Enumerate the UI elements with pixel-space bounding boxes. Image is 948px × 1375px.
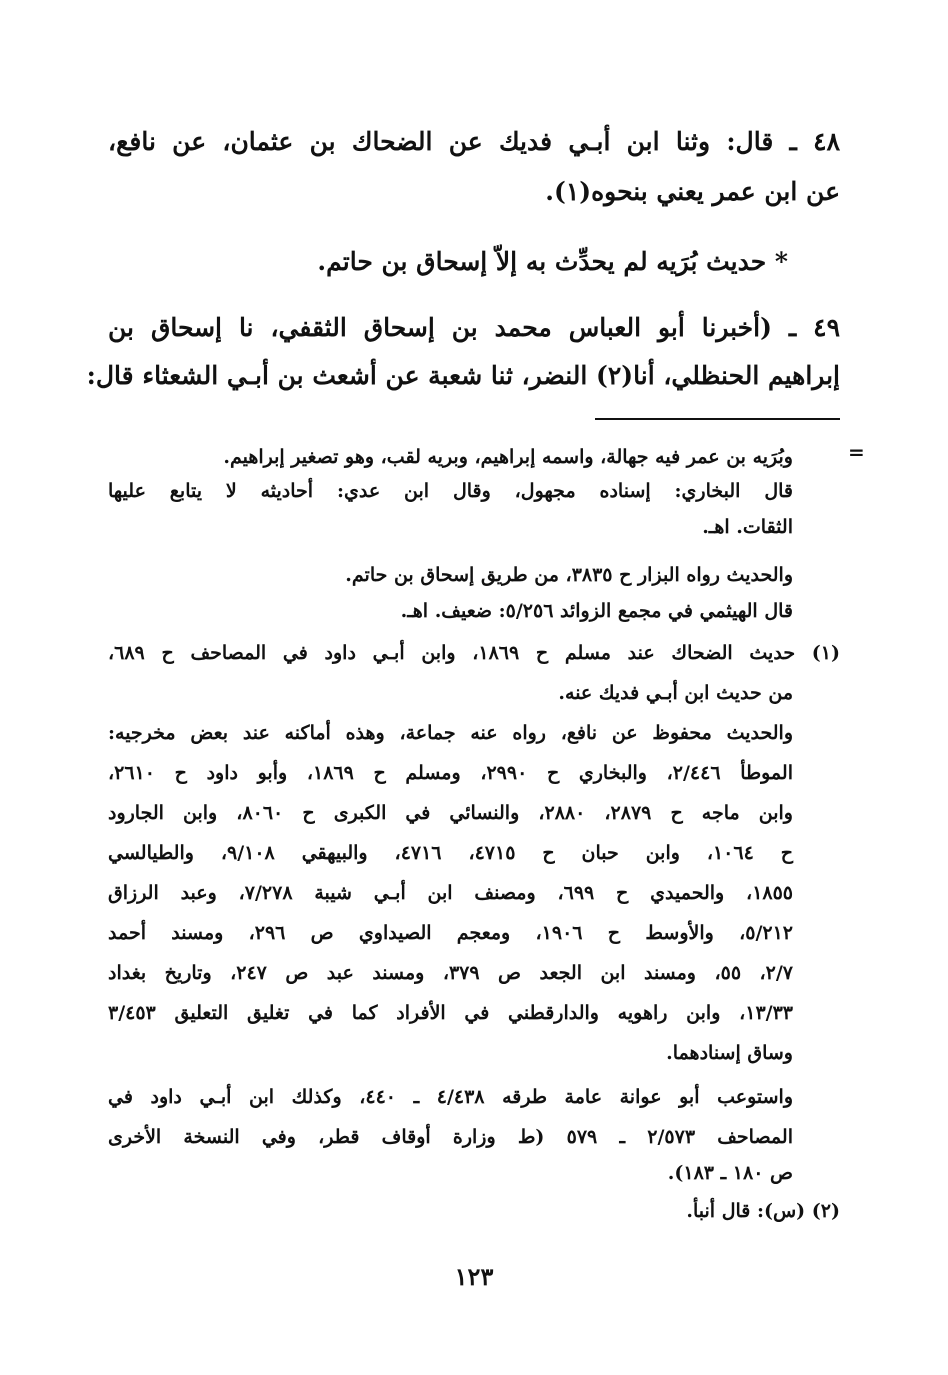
footnote-line: ١٣/٣٣، وابن راهويه والدارقطني في الأفراد كما في تغليق التعليق ٣/٤٥٣ xyxy=(108,1002,793,1024)
main-text-line-2: عن ابن عمر يعني بنحوه(١). xyxy=(545,177,840,206)
footnote-line: ح ١٠٦٤، وابن حبان ح ٤٧١٥، ٤٧١٦، والبيهقي ٩/١٠٨، والطيالسي xyxy=(108,842,793,864)
main-text-line-1: ٤٨ ـ قال: وثنا ابن أبـي فديك عن الضحاك بن عثمان، عن نافع، xyxy=(108,127,840,156)
footnote-line: وابن ماجه ح ٢٨٧٩، ٢٨٨٠، والنسائي في الكبرى ح ٨٠٦٠، وابن الجارود xyxy=(108,802,793,824)
footnote-line: ص ١٨٠ ـ ١٨٣). xyxy=(667,1162,793,1184)
footnote-line: وبُرَيه بن عمر فيه جهالة، واسمه إبراهيم، وبريه لقب، وهو تصغير إبراهيم. xyxy=(223,446,793,468)
main-text-line-3: * حديث بُرَيه لم يحدِّث به إلاّ إسحاق بن حاتم. xyxy=(317,247,788,276)
footnote-line: ٥/٢١٢، والأوسط ح ١٩٠٦، ومعجم الصيداوي ص ٢٩٦، ومسند أحمد xyxy=(108,922,793,944)
footnote-line: قال البخاري: إسناده مجهول، وقال ابن عدي: أحاديثه لا يتابع عليها xyxy=(108,480,793,502)
footnote-line: المصاحف ٢/٥٧٣ ـ ٥٧٩ (ط وزارة أوقاف قطر، وفي النسخة الأخرى xyxy=(108,1126,793,1148)
footnote-line: والحديث محفوظ عن نافع، رواه عنه جماعة، وهذه أماكنه عند بعض مخرجيه: xyxy=(108,722,793,744)
page-number: ١٢٣ xyxy=(454,1262,494,1291)
footnote-line: قال الهيثمي في مجمع الزوائد ٥/٢٥٦: ضعيف. اهـ. xyxy=(400,600,793,622)
footnote-line: (١) حديث الضحاك عند مسلم ح ١٨٦٩، وابن أبـي داود في المصاحف ح ٦٨٩، xyxy=(108,642,840,664)
footnote-line: الثقات. اهـ. xyxy=(702,516,793,538)
footnote-line: الموطأ ٢/٤٤٦، والبخاري ح ٢٩٩٠، ومسلم ح ١٨٦٩، وأبو داود ح ٢٦١٠، xyxy=(108,762,793,784)
footnote-line: ٢/٧، ٥٥، ومسند ابن الجعد ص ٣٧٩، ومسند عبد ص ٢٤٧، وتاريخ بغداد xyxy=(108,962,794,984)
footnote-line: ١٨٥٥، والحميدي ح ٦٩٩، ومصنف ابن أبـي شيبة ٧/٢٧٨، وعبد الرزاق xyxy=(108,882,794,904)
main-text-line-5: إبراهيم الحنظلي، أنا(٢) النضر، ثنا شعبة عن أشعث بن أبـي الشعثاء قال: xyxy=(86,361,840,390)
footnote-line: وساق إسنادهما. xyxy=(666,1042,793,1064)
footnote-line: والحديث رواه البزار ح ٣٨٣٥، من طريق إسحاق بن حاتم. xyxy=(345,564,793,586)
footnote-line: من حديث ابن أبـي فديك عنه. xyxy=(558,682,793,704)
footnote-line: (٢) (س): قال أنبأ. xyxy=(686,1200,840,1222)
footnote-line: واستوعب أبو عوانة عامة طرقه ٤/٤٣٨ ـ ٤٤٠، وكذلك ابن أبـي داود في xyxy=(108,1086,793,1108)
main-text-line-4: ٤٩ ـ (أخبرنا أبو العباس محمد بن إسحاق الثقفي، نا إسحاق بن xyxy=(108,313,840,342)
footnote-separator xyxy=(595,418,840,420)
footnote-continuation-mark: = xyxy=(848,440,865,464)
